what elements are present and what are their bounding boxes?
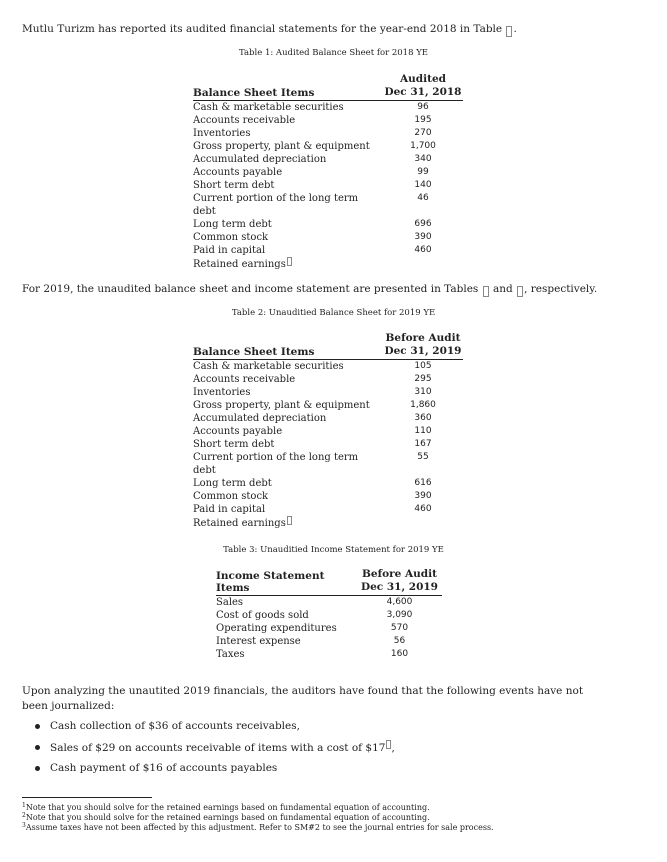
row-label-text: Gross property, plant & equipment: [193, 141, 370, 152]
table1: [193, 73, 463, 271]
row-label: [193, 127, 383, 140]
row-label-text: Short term debt: [193, 180, 275, 191]
footnote-number: 3: [22, 822, 26, 829]
footnote-text: Note that you should solve for the retained earnings based on fundamental equation of accounting.: [25, 813, 430, 822]
table-ref-link[interactable]: [506, 26, 512, 37]
row-label-text: Current portion of the long term debt: [193, 452, 359, 476]
para2-text-b: and: [493, 283, 513, 295]
row-label-text: Cash & marketable securities: [193, 102, 344, 113]
row-label: [193, 218, 383, 231]
table3-caption: Table 3: Unauditied Income Statement for 2019 YE: [223, 545, 444, 555]
table1-caption: Table 1: Audited Balance Sheet for 2018 YE: [238, 48, 429, 58]
table-row: [193, 373, 463, 386]
event-item: [30, 761, 395, 782]
row-value: 570: [390, 623, 409, 633]
row-label: [216, 609, 357, 622]
row-label-text: Accounts receivable: [193, 115, 296, 126]
row-label-text: Gross property, plant & equipment: [193, 400, 370, 411]
bullet-icon: [35, 724, 40, 729]
row-label-text: Cost of goods sold: [216, 610, 309, 621]
row-label: [193, 166, 383, 179]
bullet-icon: [35, 766, 40, 771]
row-label-text: Paid in capital: [193, 504, 266, 515]
table3-col-header: [357, 568, 442, 594]
table-row: [193, 101, 463, 114]
para2-text-c: , respectively.: [524, 283, 598, 295]
footnote-rule: [22, 797, 152, 798]
table3-ref-link[interactable]: [517, 286, 523, 297]
row-label-text: Accounts payable: [193, 167, 283, 178]
table-row: [193, 127, 463, 140]
row-label-text: Common stock: [193, 232, 269, 243]
event-text-tail: ,: [391, 742, 395, 754]
row-value: 1,860: [410, 400, 436, 410]
row-value: 340: [414, 154, 432, 164]
row-label: [193, 451, 383, 477]
event-text: Sales of $29 on accounts receivable of items with a cost of $17: [50, 742, 386, 754]
row-label: [193, 412, 383, 425]
table1-col-header-line2: Dec 31, 2018: [384, 86, 462, 98]
row-value: 110: [414, 426, 432, 436]
row-label: [193, 438, 383, 451]
row-label: [193, 244, 383, 257]
row-label: [216, 596, 357, 609]
row-label-text: Accounts receivable: [193, 374, 296, 385]
footnote-ref-link[interactable]: [287, 257, 292, 266]
table-row: [193, 153, 463, 166]
table2-caption: Table 2: Unauditied Balance Sheet for 2019 YE: [231, 308, 436, 318]
intro-paragraph: Mutlu Turizm has reported its audited financial statements for the year-end 2018 in Table .: [22, 23, 517, 35]
row-label: [193, 179, 383, 192]
event-text: Cash payment of $16 of accounts payables: [50, 762, 278, 774]
row-label-text: Short term debt: [193, 439, 275, 450]
row-label: [193, 140, 383, 153]
row-label-text: Inventories: [193, 128, 251, 139]
row-label-text: Paid in capital: [193, 245, 266, 256]
row-value: 55: [417, 452, 429, 462]
row-label: [193, 425, 383, 438]
table-row: [216, 609, 442, 622]
row-label-text: Retained earnings: [193, 259, 286, 270]
footnote-text: Note that you should solve for the retained earnings based on fundamental equation of accounting.: [25, 803, 430, 812]
row-value: 270: [414, 128, 432, 138]
row-label-text: Accumulated depreciation: [193, 413, 327, 424]
table-row: [193, 399, 463, 412]
table3: [216, 568, 442, 661]
table2-col-header: [383, 332, 463, 358]
table-row: [216, 596, 442, 609]
row-label: [193, 153, 383, 166]
row-label-text: Taxes: [216, 649, 245, 660]
row-label: [193, 516, 383, 530]
row-label-text: Common stock: [193, 491, 269, 502]
table-row: [216, 635, 442, 648]
row-value: 140: [414, 180, 432, 190]
row-label: [193, 503, 383, 516]
table-row: [193, 412, 463, 425]
table-row: [193, 516, 463, 530]
table-row: [193, 218, 463, 231]
para3: Upon analyzing the unautited 2019 financials, the auditors have found that the following events have not been journalized:: [22, 685, 584, 712]
row-value: 1,700: [410, 141, 436, 151]
table-row: [216, 648, 442, 661]
row-value: 3,090: [386, 610, 413, 620]
row-value: 56: [393, 636, 406, 646]
row-label-text: Long term debt: [193, 219, 272, 230]
table2-col-label: Balance Sheet Items: [193, 346, 315, 358]
table-row: [193, 140, 463, 153]
table2-col-header-line2: Dec 31, 2019: [384, 345, 462, 357]
table-row: [193, 386, 463, 399]
row-value: [383, 516, 463, 530]
table3-col-label: Income Statement Items: [216, 570, 325, 594]
row-value: 105: [414, 361, 432, 371]
row-label: [193, 192, 383, 218]
row-value: 295: [414, 374, 432, 384]
row-label: [193, 360, 383, 373]
event-text: Cash collection of $36 of accounts receivables,: [50, 720, 300, 732]
row-value: 310: [414, 387, 432, 397]
row-label: [216, 622, 357, 635]
row-value: 160: [390, 649, 409, 659]
row-label: [193, 399, 383, 412]
row-value: 616: [414, 478, 432, 488]
table-row: [193, 438, 463, 451]
row-value: 460: [414, 245, 432, 255]
row-label: [193, 231, 383, 244]
bullet-icon: [35, 745, 40, 750]
row-label-text: Retained earnings: [193, 518, 286, 529]
row-label: [193, 114, 383, 127]
footnote-3: [22, 821, 642, 833]
row-value: 390: [414, 491, 432, 501]
table-row: [193, 166, 463, 179]
event-list: [30, 719, 395, 782]
table-row: [193, 360, 463, 373]
table2-ref-link[interactable]: [483, 286, 489, 297]
row-value: 460: [414, 504, 432, 514]
table-row: [193, 179, 463, 192]
table3-col-header-line2: Dec 31, 2019: [361, 581, 438, 593]
table1-col-label: Balance Sheet Items: [193, 87, 315, 99]
row-value: 167: [414, 439, 432, 449]
event-item: [30, 740, 395, 761]
row-label-text: Current portion of the long term debt: [193, 193, 359, 217]
footnote-number: 1: [22, 802, 26, 809]
table-row: [193, 231, 463, 244]
row-label-text: Accounts payable: [193, 426, 283, 437]
row-label-text: Sales: [216, 597, 244, 608]
table-row: [193, 192, 463, 218]
table-row: [193, 477, 463, 490]
table-row: [216, 622, 442, 635]
row-label-text: Operating expenditures: [216, 623, 337, 634]
table-row: [193, 244, 463, 257]
table-row: [193, 114, 463, 127]
row-value: 360: [414, 413, 432, 423]
row-label-text: Accumulated depreciation: [193, 154, 327, 165]
footnote-ref-link[interactable]: [287, 516, 292, 525]
table-row: [193, 425, 463, 438]
row-label: [216, 648, 357, 661]
table-row: [193, 257, 463, 271]
intro-text: Mutlu Turizm has reported its audited financial statements for the year-end 2018 in Table: [22, 23, 503, 35]
table2-col-header-line1: Before Audit: [385, 332, 461, 344]
row-label-text: Interest expense: [216, 636, 301, 647]
row-value: 4,600: [386, 597, 413, 607]
row-value: 99: [417, 167, 429, 177]
row-value: 46: [417, 193, 429, 203]
table2: [193, 332, 463, 530]
para2-text-a: For 2019, the unaudited balance sheet and income statement are presented in Tables: [22, 283, 479, 295]
row-label: [193, 490, 383, 503]
row-label-text: Inventories: [193, 387, 251, 398]
row-value: [383, 257, 463, 271]
row-label: [216, 635, 357, 648]
footnote-text: Assume taxes have not been affected by this adjustment. Refer to SM#2 to see the journal entries for sale process.: [25, 823, 494, 832]
para2: [22, 282, 622, 297]
table1-col-header: [383, 73, 463, 99]
table1-col-header-line1: Audited: [400, 73, 446, 85]
row-value: 195: [414, 115, 432, 125]
footnote-number: 2: [22, 812, 26, 819]
row-value: 96: [417, 102, 429, 112]
table3-col-header-line1: Before Audit: [362, 568, 437, 580]
row-value: 696: [414, 219, 432, 229]
row-label: [193, 257, 383, 271]
row-label: [193, 373, 383, 386]
row-label: [193, 101, 383, 114]
table-row: [193, 503, 463, 516]
row-label-text: Long term debt: [193, 478, 272, 489]
table-row: [193, 451, 463, 477]
table-row: [193, 490, 463, 503]
event-item: [30, 719, 395, 740]
row-value: 390: [414, 232, 432, 242]
row-label-text: Cash & marketable securities: [193, 361, 344, 372]
row-label: [193, 477, 383, 490]
row-label: [193, 386, 383, 399]
